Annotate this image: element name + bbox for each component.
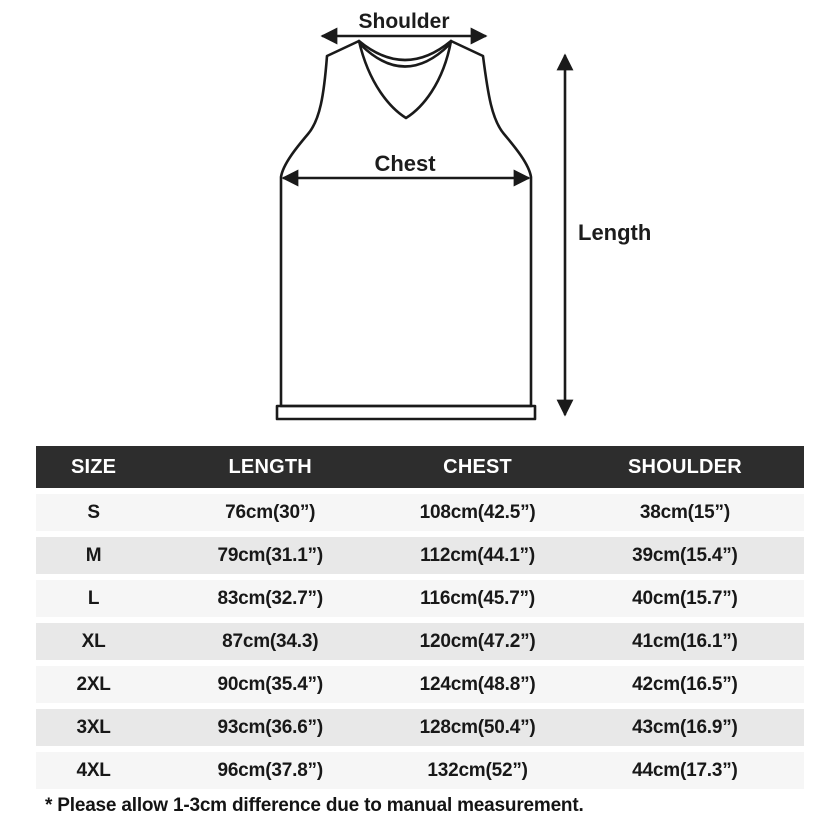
length-cell: 76cm(30”) bbox=[225, 501, 316, 523]
table-row-l bbox=[36, 580, 804, 617]
size-cell: 3XL bbox=[76, 716, 111, 738]
measurement-disclaimer: * Please allow 1-3cm difference due to manual measurement. bbox=[45, 795, 584, 816]
chest-cell: 116cm(45.7”) bbox=[420, 587, 535, 609]
table-row-3xl bbox=[36, 709, 804, 746]
length-cell: 90cm(35.4”) bbox=[217, 673, 323, 695]
header-shoulder: SHOULDER bbox=[628, 455, 742, 478]
shoulder-cell: 38cm(15”) bbox=[639, 501, 730, 523]
table-row-2xl bbox=[36, 666, 804, 703]
shoulder-label: Shoulder bbox=[358, 10, 450, 33]
table-row-xl bbox=[36, 623, 804, 660]
tank-top-outline bbox=[281, 41, 531, 406]
shoulder-cell: 44cm(17.3”) bbox=[632, 759, 738, 781]
shoulder-cell: 39cm(15.4”) bbox=[632, 544, 738, 566]
chest-cell: 128cm(50.4”) bbox=[419, 716, 536, 738]
collar-back-arc-outer bbox=[359, 41, 451, 60]
chest-cell: 112cm(44.1”) bbox=[420, 544, 535, 566]
chest-cell: 108cm(42.5”) bbox=[419, 501, 536, 523]
hem-band bbox=[277, 406, 535, 419]
size-cell: S bbox=[87, 501, 100, 523]
size-cell: M bbox=[85, 544, 102, 566]
header-size: SIZE bbox=[70, 455, 117, 478]
table-row-m bbox=[36, 537, 804, 574]
shoulder-cell: 43cm(16.9”) bbox=[632, 716, 738, 738]
length-cell: 96cm(37.8”) bbox=[217, 759, 323, 781]
chest-cell: 120cm(47.2”) bbox=[419, 630, 536, 652]
length-label: Length bbox=[578, 220, 652, 245]
table-row-s bbox=[36, 494, 804, 531]
size-cell: 4XL bbox=[76, 759, 111, 781]
shoulder-cell: 42cm(16.5”) bbox=[632, 673, 738, 695]
size-table bbox=[36, 446, 804, 789]
size-cell: XL bbox=[81, 630, 106, 652]
length-cell: 87cm(34.3) bbox=[222, 630, 319, 652]
chest-label: Chest bbox=[374, 151, 436, 176]
size-cell: 2XL bbox=[76, 673, 111, 695]
header-length: LENGTH bbox=[228, 455, 312, 478]
shoulder-cell: 41cm(16.1”) bbox=[632, 630, 738, 652]
length-cell: 83cm(32.7”) bbox=[217, 587, 323, 609]
chest-cell: 124cm(48.8”) bbox=[419, 673, 536, 695]
length-cell: 93cm(36.6”) bbox=[217, 716, 323, 738]
size-cell: L bbox=[87, 587, 100, 609]
length-cell: 79cm(31.1”) bbox=[217, 544, 323, 566]
table-row-4xl bbox=[36, 752, 804, 789]
chest-cell: 132cm(52”) bbox=[427, 759, 528, 781]
table-header-row bbox=[36, 446, 804, 488]
shoulder-cell: 40cm(15.7”) bbox=[632, 587, 738, 609]
header-chest: CHEST bbox=[443, 455, 512, 478]
collar-back-arc-inner bbox=[361, 45, 449, 67]
